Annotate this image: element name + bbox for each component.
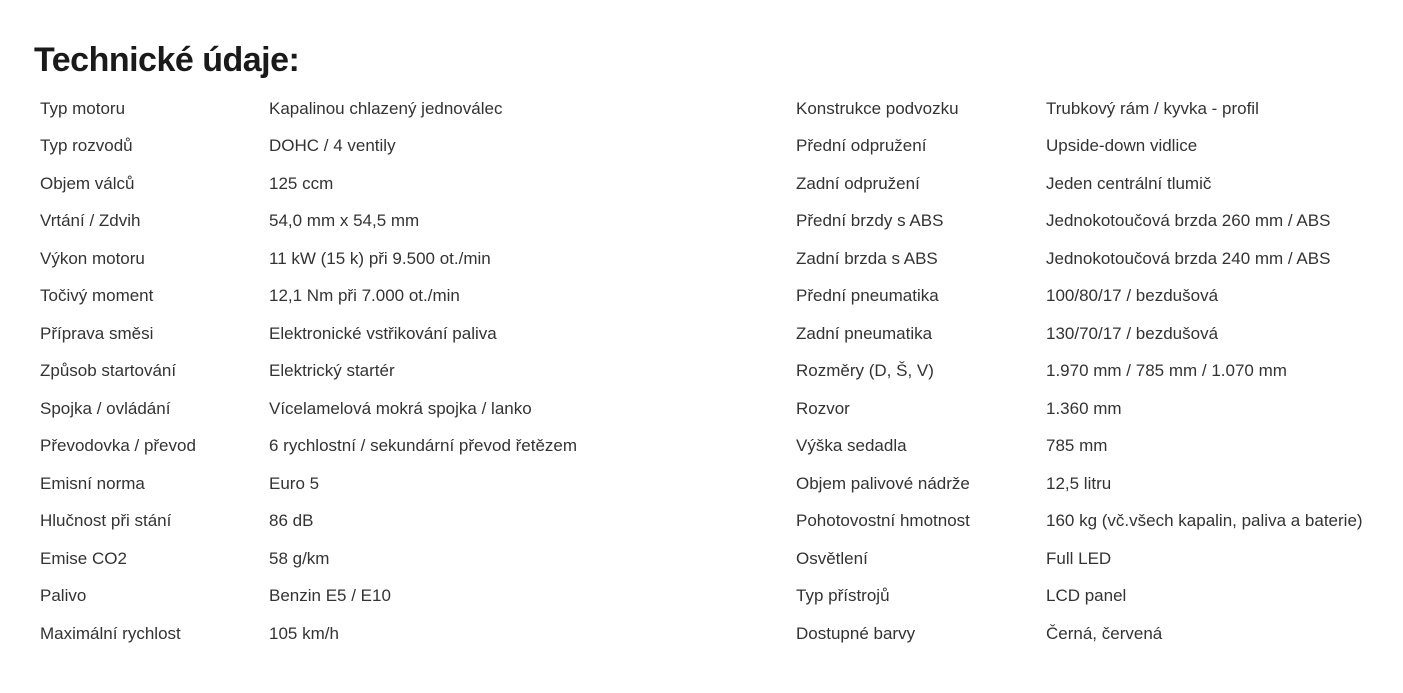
spec-value: 100/80/17 / bezdušová [1046,286,1219,306]
spec-row [40,128,577,166]
spec-label: Příprava směsi [40,323,154,343]
spec-value: Trubkový rám / kyvka - profil [1046,98,1259,118]
spec-value: Černá, červená [1046,623,1163,643]
spec-label: Pohotovostní hmotnost [796,511,970,531]
spec-row [40,165,577,203]
spec-value: 105 km/h [269,623,339,643]
spec-row [796,503,1363,541]
spec-label: Přední brzdy s ABS [796,211,944,231]
spec-label: Výkon motoru [40,248,145,268]
spec-label: Vrtání / Zdvih [40,211,141,231]
spec-label: Zadní odpružení [796,173,920,193]
spec-label: Konstrukce podvozku [796,98,959,118]
spec-label: Osvětlení [796,548,868,568]
spec-label: Spojka / ovládání [40,398,171,418]
spec-label: Palivo [40,586,87,606]
spec-row [796,428,1363,466]
spec-label: Typ přístrojů [796,586,890,606]
spec-label: Maximální rychlost [40,623,181,643]
spec-row [796,278,1363,316]
spec-row [796,128,1363,166]
spec-row [796,615,1363,653]
spec-value: 11 kW (15 k) při 9.500 ot./min [269,248,491,268]
spec-label: Zadní pneumatika [796,323,933,343]
spec-row [40,353,577,391]
spec-row [796,165,1363,203]
spec-row [796,578,1363,616]
spec-value: Upside-down vidlice [1046,136,1198,156]
spec-row [796,353,1363,391]
spec-label: Objem palivové nádrže [796,473,970,493]
spec-value: 130/70/17 / bezdušová [1046,323,1219,343]
spec-row [796,240,1363,278]
spec-value: Full LED [1046,548,1112,568]
spec-value: 86 dB [269,511,314,531]
spec-row [40,578,577,616]
spec-row [796,315,1363,353]
spec-label: Přední odpružení [796,136,927,156]
spec-label: Objem válců [40,173,135,193]
spec-value: 1.360 mm [1046,398,1122,418]
spec-row [40,503,577,541]
spec-row [40,615,577,653]
spec-value: Jednokotoučová brzda 260 mm / ABS [1046,211,1331,231]
spec-row [40,428,577,466]
spec-value: 12,1 Nm při 7.000 ot./min [269,286,460,306]
spec-label: Výška sedadla [796,436,907,456]
spec-label: Rozměry (D, Š, V) [796,361,934,381]
spec-row [796,465,1363,503]
spec-row [796,390,1363,428]
spec-value: Jeden centrální tlumič [1046,173,1212,193]
spec-value: LCD panel [1046,586,1127,606]
spec-row [40,315,577,353]
spec-label: Dostupné barvy [796,623,916,643]
spec-value: Elektronické vstřikování paliva [269,323,497,343]
spec-label: Točivý moment [40,286,154,306]
spec-row [796,90,1363,128]
spec-value: 1.970 mm / 785 mm / 1.070 mm [1046,361,1287,381]
spec-value: Jednokotoučová brzda 240 mm / ABS [1046,248,1331,268]
spec-value: Kapalinou chlazený jednoválec [269,98,503,118]
spec-value: 125 ccm [269,173,334,193]
spec-label: Převodovka / převod [40,436,196,456]
spec-row [40,465,577,503]
spec-row [40,203,577,241]
spec-label: Emisní norma [40,473,145,493]
spec-value: 12,5 litru [1046,473,1112,493]
spec-row [40,390,577,428]
spec-row [796,540,1363,578]
spec-value: 6 rychlostní / sekundární převod řetězem [269,436,578,456]
spec-label: Typ rozvodů [40,136,133,156]
spec-label: Přední pneumatika [796,286,939,306]
spec-label: Emise CO2 [40,548,127,568]
spec-label: Typ motoru [40,98,126,118]
spec-row [40,90,577,128]
spec-row [40,240,577,278]
spec-value: Euro 5 [269,473,320,493]
spec-label: Hlučnost při stání [40,511,172,531]
spec-value: DOHC / 4 ventily [269,136,396,156]
spec-value: 785 mm [1046,436,1108,456]
spec-value: 160 kg (vč.všech kapalin, paliva a baterie) [1046,511,1363,531]
spec-label: Rozvor [796,398,850,418]
spec-row [40,278,577,316]
spec-column-right [796,90,1363,653]
spec-value: Vícelamelová mokrá spojka / lanko [269,398,532,418]
spec-label: Způsob startování [40,361,177,381]
page-title: Technické údaje: [34,41,300,79]
spec-label: Zadní brzda s ABS [796,248,938,268]
spec-column-left [40,90,577,653]
spec-value: Benzin E5 / E10 [269,586,391,606]
spec-value: 58 g/km [269,548,330,568]
spec-value: 54,0 mm x 54,5 mm [269,211,420,231]
spec-row [796,203,1363,241]
spec-row [40,540,577,578]
spec-value: Elektrický startér [269,361,395,381]
